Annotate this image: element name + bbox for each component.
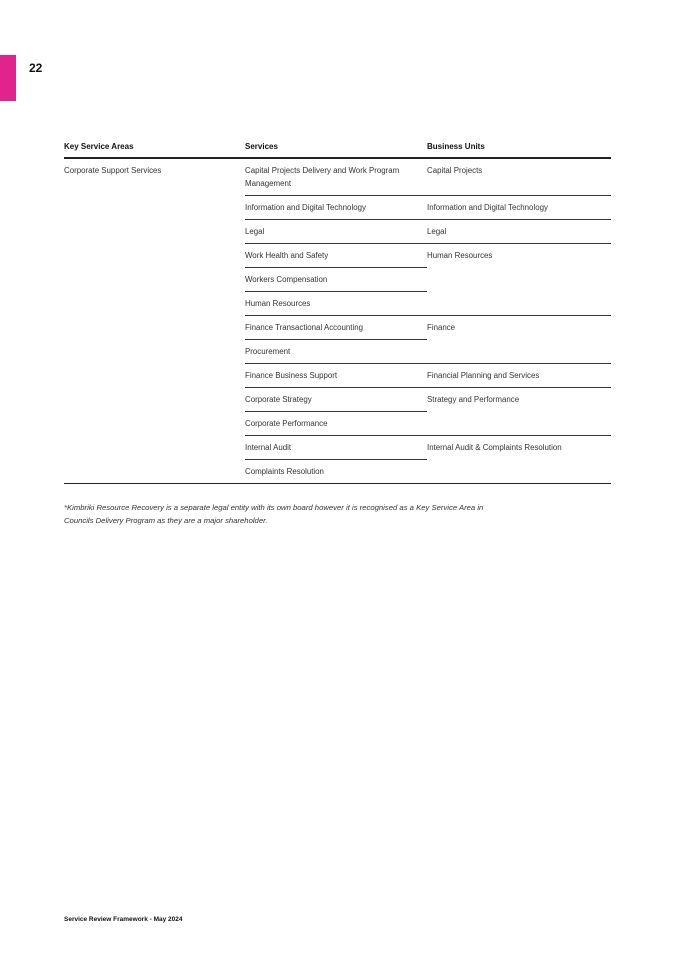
business-unit-cell: Human Resources [427,243,611,315]
service-cell: Capital Projects Delivery and Work Program Management [245,166,400,188]
page-number: 22 [29,61,43,75]
header-business-units: Business Units [427,136,611,158]
service-cell: Corporate Performance [245,411,427,435]
header-services: Services [245,136,427,158]
service-cell: Information and Digital Technology [245,195,427,219]
table-header-row [64,136,611,158]
service-cell: Procurement [245,339,427,363]
footnote: *Kimbriki Resource Recovery is a separate legal entity with its own board however it is recognised as a Key Service Area in Councils Delivery Program as they are a major shareholder. [64,503,484,525]
service-cell: Finance Transactional Accounting [245,315,427,339]
service-cell: Complaints Resolution [245,459,427,483]
document-footer: Service Review Framework - May 2024 [64,916,183,923]
service-cell: Corporate Strategy [245,387,427,411]
page-accent-tab [0,55,16,101]
business-unit-cell: Capital Projects [427,166,483,175]
business-unit-cell: Finance [427,315,611,363]
key-service-area-cell: Corporate Support Services [64,158,245,483]
header-key-service-areas: Key Service Areas [64,136,245,158]
service-areas-table [64,136,611,484]
service-cell: Workers Compensation [245,267,427,291]
table-row [64,158,611,195]
business-unit-cell: Financial Planning and Services [427,363,611,387]
business-unit-cell: Strategy and Performance [427,387,611,435]
service-cell: Legal [245,219,427,243]
business-unit-cell: Legal [427,219,611,243]
service-cell: Work Health and Safety [245,243,427,267]
business-unit-cell: Information and Digital Technology [427,195,611,219]
service-cell: Internal Audit [245,435,427,459]
service-cell: Human Resources [245,291,427,315]
service-cell: Finance Business Support [245,363,427,387]
business-unit-cell: Internal Audit & Complaints Resolution [427,435,611,483]
